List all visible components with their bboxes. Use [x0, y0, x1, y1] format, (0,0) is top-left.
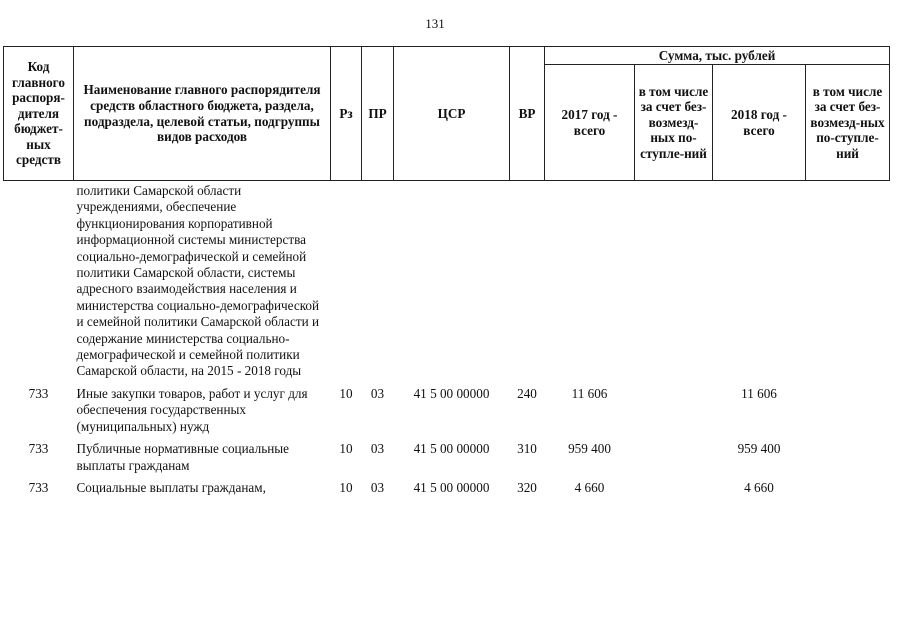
table-header: [4, 47, 890, 181]
header-sum: Сумма, тыс. рублей: [545, 47, 890, 65]
header-2017-total: 2017 год - всего: [545, 65, 635, 181]
cell-name: Социальные выплаты гражданам,: [76, 479, 266, 495]
cell-csr: [394, 181, 510, 386]
cell-2018-total: 11 606: [741, 385, 777, 401]
cell-rz: [331, 181, 362, 386]
header-name: Наименование главного распорядителя средств областного бюджета, раздела, подраздела, целевой статьи, подгруппы видов расходов: [74, 47, 331, 181]
cell-code: 733: [28, 385, 49, 401]
header-csr: ЦСР: [394, 47, 510, 181]
header-code: Код главного распоря-дителя бюджет-ных средств: [4, 47, 74, 181]
cell-2017-free: [635, 386, 713, 441]
table-row: [4, 441, 890, 480]
cell-name: Публичные нормативные социальные выплаты гражданам: [76, 441, 289, 473]
table-row: [4, 386, 890, 441]
cell-code: [4, 181, 74, 386]
cell-2018-total: 959 400: [737, 441, 781, 457]
cell-vr: 240: [517, 385, 537, 401]
cell-2018-free: [806, 480, 890, 502]
cell-2017-free: [635, 480, 713, 502]
table-row: [4, 480, 890, 502]
cell-2018-free: [806, 441, 890, 480]
cell-2017-free: [635, 181, 713, 386]
cell-2017-total: 959 400: [568, 441, 611, 457]
cell-2018-total: 4 660: [744, 479, 774, 495]
cell-rz: 10: [339, 385, 353, 401]
cell-rz: 10: [339, 441, 353, 457]
cell-2017-total: 4 660: [574, 479, 605, 495]
cell-csr: 41 5 00 00000: [413, 479, 490, 495]
header-rz: Рз: [331, 47, 362, 181]
cell-csr: 41 5 00 00000: [413, 441, 490, 457]
cell-code: 733: [28, 441, 49, 457]
cell-csr: 41 5 00 00000: [413, 385, 490, 401]
cell-name: политики Самарской области учреждениями, обеспечение функционирования корпоративной информационной системы министерства социально-демографической и семейной политики Самарской области, системы адресного взаимодействия населения и министерства социально-демографической и семейной политики Самарской области и содержание министерства социально-демографической и семейной политики Самарской области, на 2015 - 2018 годы: [76, 183, 320, 379]
cell-code: 733: [28, 479, 49, 495]
table-body: [4, 181, 890, 503]
cell-name: Иные закупки товаров, работ и услуг для обеспечения государственных (муниципальных) нужд: [76, 385, 308, 434]
cell-2018-total: [713, 181, 806, 386]
cell-2018-free: [806, 386, 890, 441]
cell-rz: 10: [339, 479, 353, 495]
header-2018-free: в том числе за счет без-возмезд-ных по-ступле-ний: [806, 65, 890, 181]
cell-pr: 03: [370, 441, 385, 457]
cell-2017-free: [635, 441, 713, 480]
cell-vr: 310: [517, 441, 537, 457]
cell-2018-free: [806, 181, 890, 386]
cell-2017-total: 11 606: [571, 385, 608, 401]
cell-vr: 320: [517, 479, 537, 495]
budget-table: [3, 46, 890, 502]
header-pr: ПР: [362, 47, 394, 181]
cell-pr: [362, 181, 394, 386]
header-2018-total: 2018 год - всего: [713, 65, 806, 181]
cell-pr: 03: [370, 385, 385, 401]
page-number: 131: [425, 16, 445, 31]
header-2017-free: в том числе за счет без-возмезд-ных по-ступле-ний: [635, 65, 713, 181]
cell-pr: 03: [370, 479, 385, 495]
cell-2017-total: [545, 181, 635, 386]
header-vr: ВР: [510, 47, 545, 181]
table-row: [4, 181, 890, 386]
cell-vr: [510, 181, 545, 386]
